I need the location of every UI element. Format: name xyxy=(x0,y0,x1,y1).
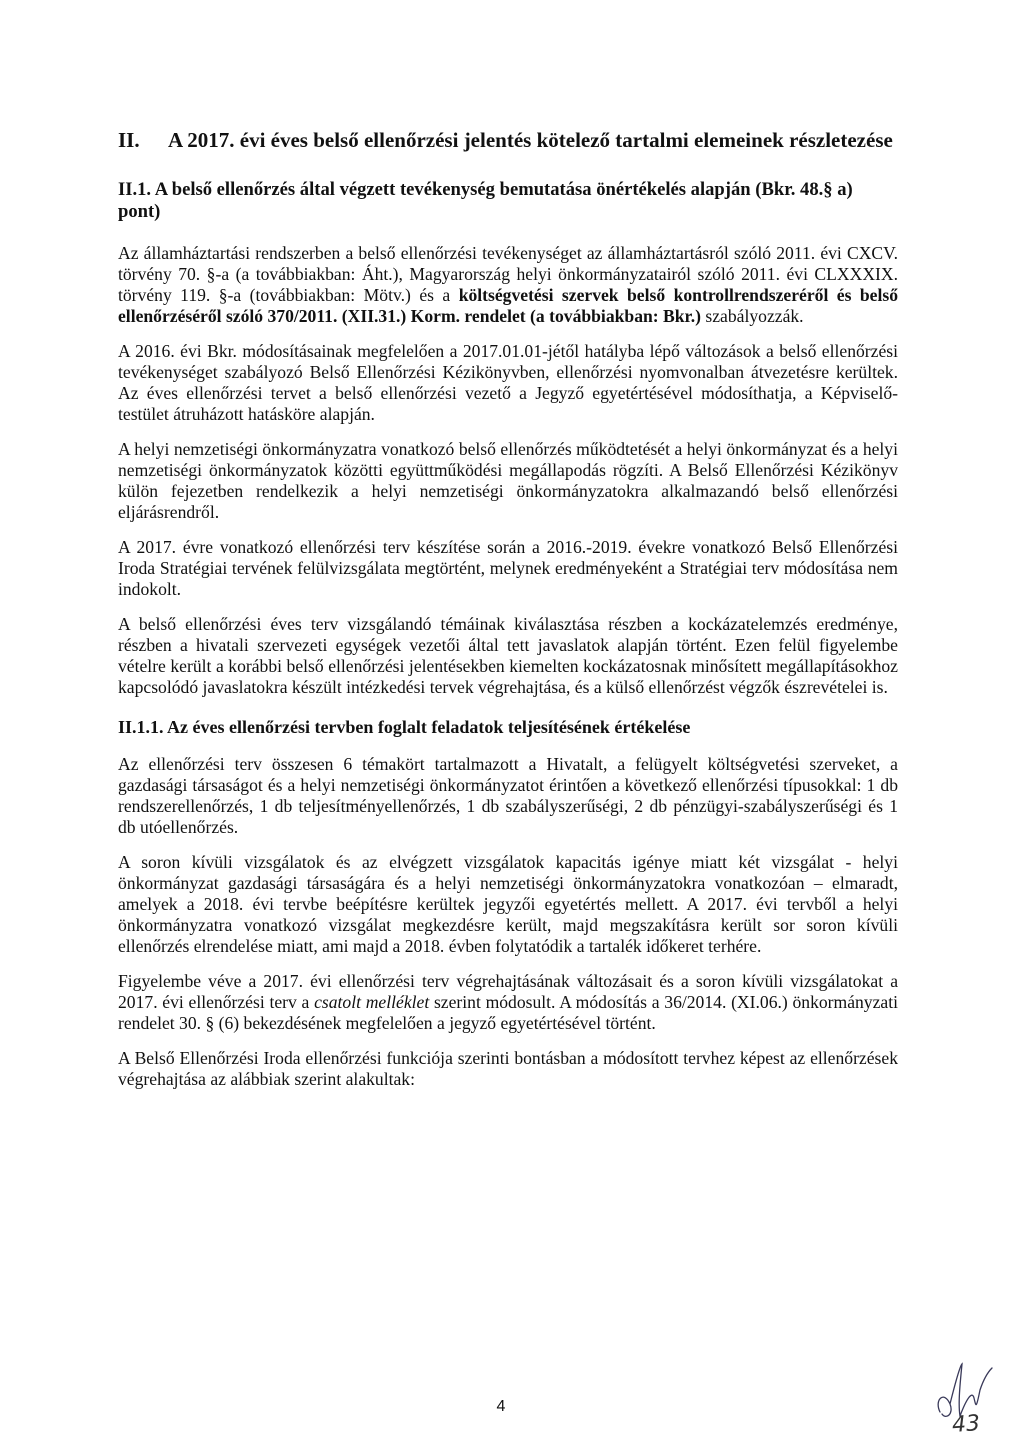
subsection-heading: II.1.1. Az éves ellenőrzési tervben foglalt feladatok teljesítésének értékelése xyxy=(118,717,691,737)
paragraph-plan-modification xyxy=(118,971,898,1034)
paragraph-legal-basis xyxy=(118,243,898,327)
paragraph-plan-topics: Az ellenőrzési terv összesen 6 témakört tartalmazott a Hivatalt, a felügyelt költségvetési szerveket, a gazdasági társaságot és a helyi nemzetiségi önkormányzatot érintően a következő ellenőrzési típusokkal: 1 db rendszerellenőrzés, 1 db teljesítményellenőrzés, 1 db szabályszerűségi, 2 db pénzügyi-szabályszerűségi és 1 db utóellenőrzés. xyxy=(118,754,898,837)
page-number: 4 xyxy=(496,1398,506,1415)
section-heading: II.1. A belső ellenőrzés által végzett tevékenység bemutatása önértékelés alapján (Bkr. 48.§ a) pont) xyxy=(118,179,853,222)
paragraph-topic-selection: A belső ellenőrzési éves terv vizsgálandó témáinak kiválasztása részben a kockázatelemzés eredménye, részben a hivatali szervezeti egységek vezetői által tett javaslatok alapján történt. Ezen felül figyelembe vételre került a korábbi belső ellenőrzési jelentésekben kiemelten kockázatosnak minősített megállapításokhoz kapcsolódó javaslatokra készült intézkedési tervek végrehajtása, és a külső ellenőrzést végzők észrevételei is. xyxy=(118,614,898,697)
paragraph-text: Az államháztartási rendszerben a belső ellenőrzési tevékenységet az államháztartásról szóló 2011. évi CXCV. törvény 70. §-a (a továbbiakban: Áht.), Magyarország helyi önkormányzatairól szóló 2011. évi CLXXXIX. törvény 119. §-a (továbbiakban: Mötv.) és a xyxy=(118,243,898,305)
paragraph-text: Figyelembe véve a 2017. évi ellenőrzési terv végrehajtásának változásait és a soron kívüli vizsgálatokat a 2017. évi ellenőrzési terv a xyxy=(118,971,898,1012)
paragraph-postponed-audits: A soron kívüli vizsgálatok és az elvégzett vizsgálatok kapacitás igénye miatt két vizsgálat - helyi önkormányzat gazdasági társaságára és a helyi nemzetiségi önkormányzatokra vonatkozóan – elmaradt, amelyek a 2018. évi tervbe beépítésre kerültek jegyzői egyetértés mellett. A 2017. évi tervből a helyi önkormányzatra vonatkozó vizsgálat megkezdésre került, majd megszakításra került sor soron kívüli ellenőrzés elrendelése miatt, ami majd a 2018. évben folytatódik a tartalék időkeret terhére. xyxy=(118,852,898,956)
italic-annex-reference: csatolt melléklet xyxy=(314,992,430,1012)
paragraph-nationality: A helyi nemzetiségi önkormányzatra vonatkozó belső ellenőrzés működtetését a helyi önkormányzat és a helyi nemzetiségi önkormányzatok közötti együttműködési megállapodás rögzíti. A Belső Ellenőrzési Kézikönyv külön fejezetben rendelkezik a helyi nemzetiségi önkormányzatokra alkalmazandó belső ellenőrzési eljárásrendről. xyxy=(118,439,898,522)
paragraph-execution-intro: A Belső Ellenőrzési Iroda ellenőrzési funkciója szerinti bontásban a módosított tervhez képest az ellenőrzések végrehajtása az alábbiak szerint alakultak: xyxy=(118,1048,898,1089)
paragraph-text: szerint módosult. A módosítás a 36/2014. (XI.06.) önkormányzati rendelet 30. § (6) bekezdésének megfelelően a jegyző egyetértésével történt. xyxy=(118,992,898,1033)
main-heading-number: II. xyxy=(118,128,140,152)
main-heading-title: A 2017. évi éves belső ellenőrzési jelentés kötelező tartalmi elemeinek részletezése xyxy=(168,128,893,152)
paragraph-text: szabályozzák. xyxy=(701,306,804,326)
document-body xyxy=(118,128,898,1104)
handwritten-page-count: 43 xyxy=(951,1411,981,1438)
paragraph-modifications: A 2016. évi Bkr. módosításainak megfelelően a 2017.01.01-jétől hatályba lépő változások a belső ellenőrzési tevékenységet szabályozó Belső Ellenőrzési Kézikönyvben, ellenőrzési nyomvonalban átvezetésre kerültek. Az éves ellenőrzési tervet a belső ellenőrzési vezető a Jegyző egyetértésével módosíthatja, a Képviselő-testület átruházott hatásköre alapján. xyxy=(118,341,898,424)
main-heading xyxy=(118,128,898,153)
bold-regulation-reference: költségvetési szervek belső kontrollrendszeréről és belső ellenőrzéséről szóló 370/2011. (XII.31.) Korm. rendelet (a továbbiakban: Bkr.) xyxy=(118,285,898,326)
paragraph-strategy: A 2017. évre vonatkozó ellenőrzési terv készítése során a 2016.-2019. évekre vonatkozó Belső Ellenőrzési Iroda Stratégiai tervének felülvizsgálata megtörtént, melynek eredményeként a Stratégiai terv módosítása nem indokolt. xyxy=(118,537,898,599)
